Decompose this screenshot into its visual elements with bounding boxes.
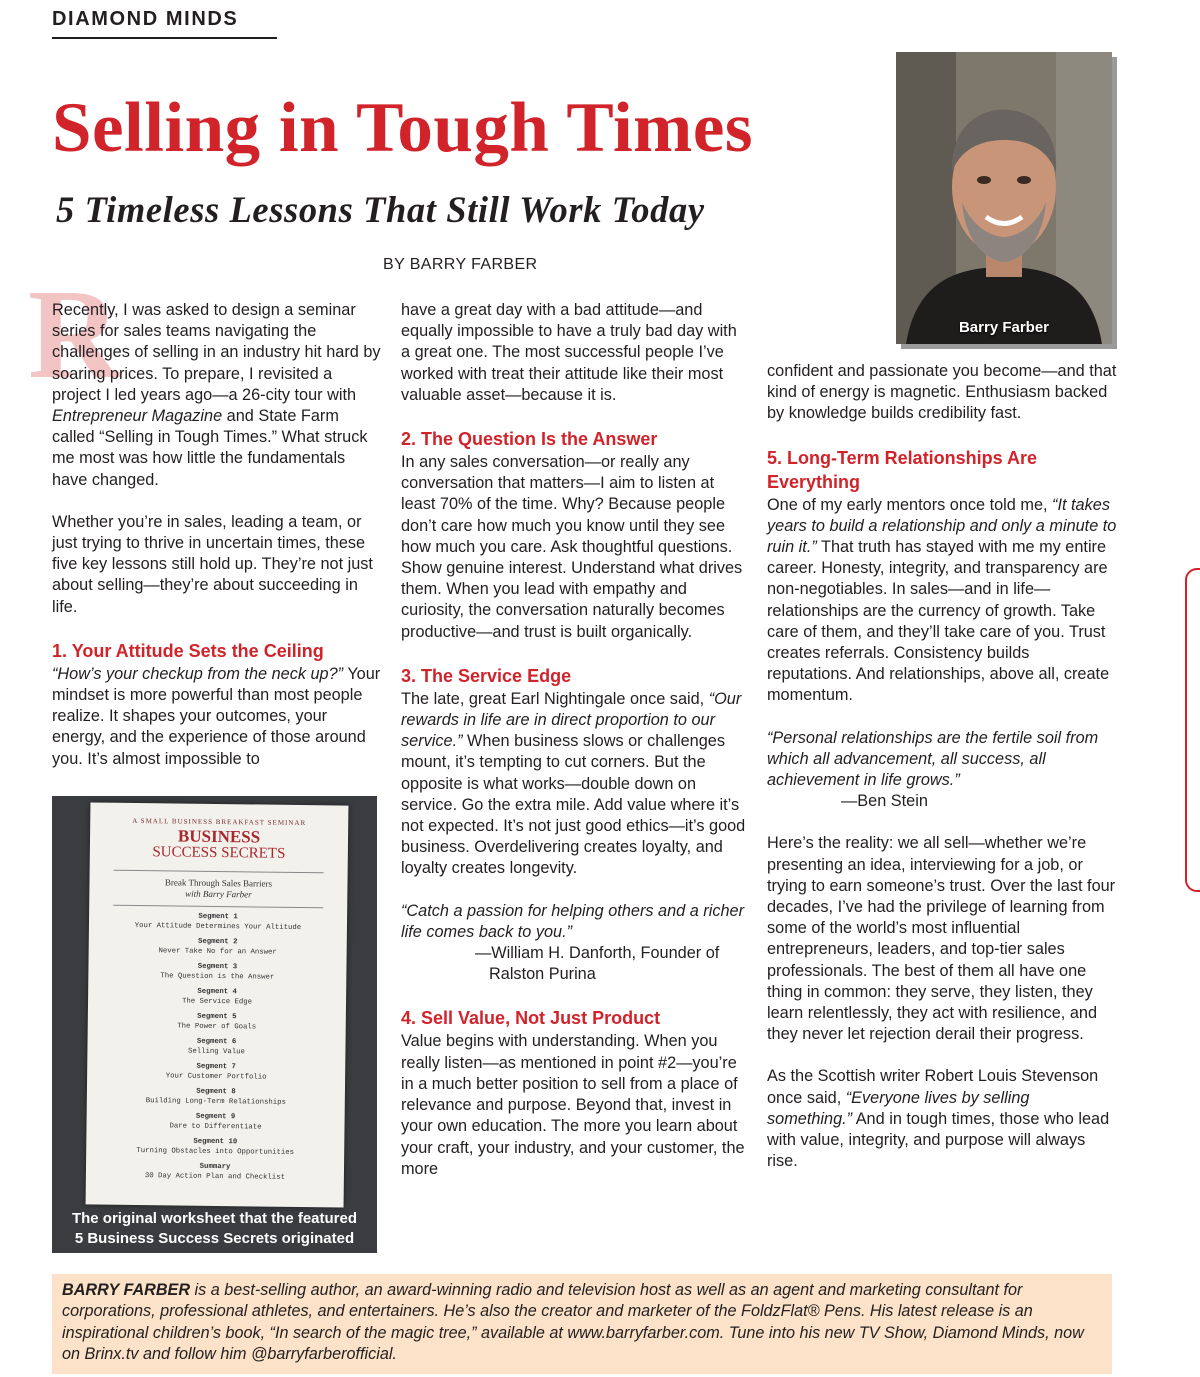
worksheet-segments [86,911,347,1183]
closing-paragraph-1: Here’s the reality: we all sell—whether we’re presenting an idea, interviewing for a job, or trying to earn someone’s trust. Over the last four decades, I’ve had the privilege of learning from some of the world’s most influential entrepreneurs, leaders, and top-tier sales professionals. The best of them all have one thing in common: they serve, they listen, they learn relentlessly, they act with resilience, and they never let rejection derail their progress. [767,834,1116,1044]
lesson-1-continued: have a great day with a bad attitude—and equally impossible to have a truly bad day with a great one. The most successful people I’ve worked with treat their attitude like their most valuable asset—because it is. [401,301,737,404]
pull-quote-attribution-2: Ralston Purina [489,965,596,984]
worksheet-segment [86,1136,344,1158]
worksheet-segment-text: Your Attitude Determines Your Altitude [134,921,302,932]
worksheet-caption-line-1: The original worksheet that the featured [71,1210,358,1227]
lesson-4-text: Value begins with understanding. When you really listen—as mentioned in point #2—you’re in a much better position to sell from a place of relevance and purpose. Beyond that, invest in your own education. The more you learn about your craft, your industry, and your customer, the more [401,1032,745,1178]
worksheet-segment-text: Your Customer Portfolio [165,1071,267,1082]
lesson-5-quote: “It takes years to build a relationship and only a minute to ruin it.” [767,495,1117,557]
lesson-5-body: One of my early mentors once told me, [767,495,1053,514]
worksheet-author: with Barry Farber [185,888,252,900]
lesson-4-continued: confident and passionate you become—and that kind of energy is magnetic. Enthusiasm backed by knowledge builds credibility fast. [767,362,1117,423]
lesson-1-quote: “How’s your checkup from the neck up?” [52,664,344,683]
bio-name: BARRY FARBER [62,1281,191,1299]
worksheet-segment [86,1111,344,1133]
worksheet-segment-text: The Question is the Answer [160,971,275,982]
worksheet-title-2: SUCCESS SECRETS [152,844,286,862]
pull-quote-attribution: —Ben Stein [841,792,928,811]
worksheet-segment [88,1011,346,1033]
author-bio-box [52,1274,1112,1374]
worksheet-segment-text: Selling Value [187,1047,245,1056]
worksheet-segment-label: Summary [199,1162,231,1172]
worksheet-photo [52,796,377,1253]
lesson-5-text [767,495,1117,707]
byline: BY BARRY FARBER [383,256,538,273]
lesson-3-pull-quote [401,901,746,943]
column-2 [401,300,746,1180]
worksheet-segment-label: Segment 3 [197,962,238,972]
lesson-5-pull-quote [767,728,1117,792]
column-1 [52,300,382,770]
bio-text: is a best-selling author, an award-winning radio and television host as well as an agent and marketing consultant for corporations, professional athletes, and entertainers. He’s also the creator and marketer of the FoldzFlat® Pens. His latest release is an inspirational children’s book, “In search of the magic tree,” available at www.barryfarber.com. Tune into his new TV Show, Diamond Minds, now on Brinx.tv and follow him @barryfarberofficial. [62,1281,1084,1363]
worksheet-segment [89,936,347,958]
pull-quote: “Catch a passion for helping others and a richer life comes back to you.” [401,901,745,941]
closing-body: As the Scottish writer Robert Louis Stevenson once said, [767,1067,1099,1107]
worksheet-segment [88,986,346,1008]
page-side-tab [1185,568,1200,892]
author-portrait-image [896,52,1112,344]
worksheet-segment-label: Segment 9 [195,1112,236,1122]
lesson-3-text [401,689,746,880]
pull-quote-attribution: —William H. Danforth, Founder of [475,944,720,963]
intro-text: Recently, I was asked to design a seminar series for sales teams navigating the challenges of selling in an industry hit hard by soaring prices. To prepare, I revisited a project I led years ago—a 26-city tour with [52,301,381,404]
worksheet-segment-text: Dare to Differentiate [169,1121,262,1132]
worksheet-caption-line-2: 5 Business Success Secrets originated [74,1230,355,1247]
worksheet-segment-label: Segment 2 [198,937,238,947]
worksheet-paper [86,802,349,1207]
worksheet-segment-label: Segment 7 [196,1062,236,1072]
worksheet-segment-label: Segment 8 [196,1087,236,1097]
article-subtitle: 5 Timeless Lessons That Still Work Today [56,189,705,230]
article-title: Selling in Tough Times [52,89,753,167]
worksheet-segment-label: Segment 4 [197,987,237,997]
author-photo-caption: Barry Farber [958,319,1050,336]
intro-text-cont: and State Farm called “Selling in Tough Times.” What struck me most was how little the fundamentals have changed. [52,407,368,489]
lesson-5-body-cont: That truth has stayed with me my entire career. Honesty, integrity, and transparency are non-negotiables. In sales—and in life—relationships are the currency of growth. Take care of them, and they’ll take care of you. Trust creates referrals. Consistency builds reputations. And relationships, above all, create momentum. [767,538,1110,705]
drop-cap: R [28,263,121,405]
worksheet-segment-label: Segment 6 [196,1037,237,1047]
worksheet-segment-text: The Power of Goals [177,1022,257,1031]
section-tag: DIAMOND MINDS [52,8,239,30]
worksheet-segment-text: Building Long-Term Relationships [145,1096,286,1107]
column-3 [767,361,1117,1173]
worksheet-top-line: A SMALL BUSINESS BREAKFAST SEMINAR [132,816,307,828]
worksheet-segment [89,911,347,933]
worksheet-subtitle: Break Through Sales Barriers [164,877,273,889]
lesson-3-heading: 3. The Service Edge [401,665,572,686]
worksheet-segment-text: 30 Day Action Plan and Checklist [144,1171,286,1182]
intro-paragraph-1 [52,300,382,491]
worksheet-segment-label: Segment 1 [198,912,238,922]
worksheet-segment-text: Turning Obstacles into Opportunities [136,1146,295,1157]
worksheet-segment [86,1161,344,1183]
lesson-2-heading: 2. The Question Is the Answer [401,429,658,450]
lesson-1-text [52,664,382,770]
worksheet-segment-label: Segment 10 [193,1137,238,1147]
lesson-3-body-cont: When business slows or challenges mount, it’s tempting to cut corners. But the opposite is what works—double down on service. Go the extra mile. Add value where it’s not expected. It’s not just good ethics—it’s good business. Overdelivering creates loyalty, and loyalty creates longevity. [401,732,746,878]
intro-paragraph-2: Whether you’re in sales, leading a team, or just trying to thrive in uncertain times, these five key lessons still hold up. They’re not just about selling—they’re about succeeding in life. [52,512,373,616]
worksheet-caption [52,1209,377,1249]
section-rule [52,37,277,39]
lesson-3-body: The late, great Earl Nightingale once said, [401,689,709,708]
worksheet-title: BUSINESS [177,826,261,847]
worksheet-segment-label: Segment 5 [197,1012,237,1022]
worksheet-segment-text: The Service Edge [181,997,253,1006]
author-photo [896,52,1112,344]
worksheet-segment [87,1061,345,1083]
magazine-name: Entrepreneur Magazine [52,407,223,426]
lesson-3-quote: “Our rewards in life are in direct proportion to our service.” [401,689,742,751]
worksheet-segment-text: Never Take No for an Answer [158,946,277,957]
lesson-4-heading: 4. Sell Value, Not Just Product [401,1008,661,1029]
worksheet-segment [87,1086,345,1108]
lesson-1-body: Your mindset is more powerful than most people realize. It shapes your outcomes, your energy, and the experience of those around you. It’s almost impossible to [52,664,381,768]
closing-paragraph-2 [767,1066,1117,1172]
lesson-2-text: In any sales conversation—or really any conversation that matters—I aim to listen at least 70% of the time. Why? Because people don’t care how much you know until they see how much you care. Ask thoughtful questions. Show genuine interest. Understand what drives them. When you lead with empathy and curiosity, the conversation naturally becomes productive—and trust is built organically. [401,453,743,641]
lesson-5-heading: 5. Long-Term Relationships Are Everything [767,447,1038,492]
worksheet-segment [88,961,346,983]
closing-quote: “Everyone lives by selling something.” [767,1088,1030,1128]
worksheet-segment [87,1036,345,1058]
closing-body-cont: And in tough times, those who lead with value, integrity, and purpose will always rise. [767,1109,1110,1171]
lesson-1-heading: 1. Your Attitude Sets the Ceiling [52,640,324,661]
pull-quote: “Personal relationships are the fertile soil from which all advancement, all success, all achievement in life grows.” [767,728,1099,790]
